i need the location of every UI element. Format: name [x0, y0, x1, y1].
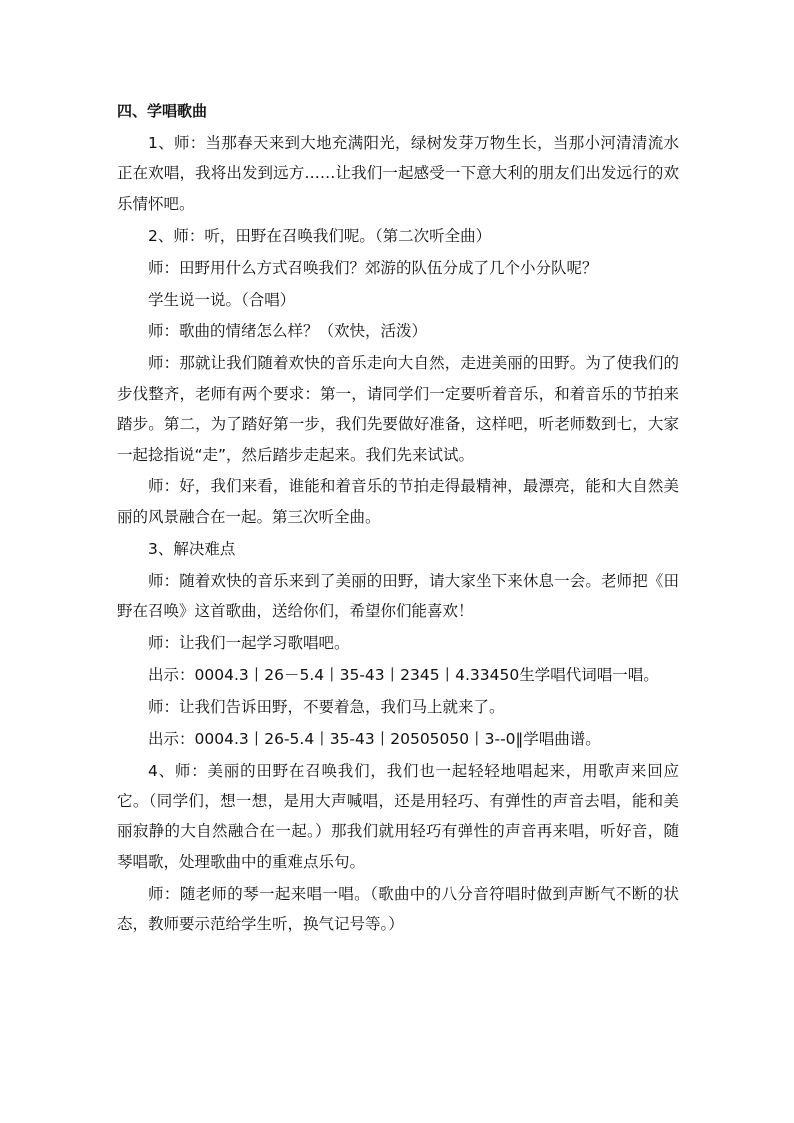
- paragraph-7: 师：好，我们来看，谁能和着音乐的节拍走得最精神，最漂亮，能和大自然美丽的风景融合在一起。第三次听全曲。: [117, 477, 679, 526]
- section-title: 四、学唱歌曲: [117, 102, 208, 120]
- paragraph-11: 出示：0004.3丨26－5.4丨35-43丨2345丨4.33450生学唱代词唱一唱。: [148, 665, 659, 684]
- paragraph-8: 3、解决难点: [148, 539, 236, 558]
- paragraph-1: 1、师：当那春天来到大地充满阳光，绿树发芽万物生长，当那小河清清流水正在欢唱，我将出发到远方……让我们一起感受一下意大利的朋友们出发远行的欢乐情怀吧。: [117, 134, 679, 213]
- paragraph-10: 师：让我们一起学习歌唱吧。: [148, 634, 350, 652]
- document-page: [117, 96, 679, 941]
- paragraph-2: 2、师：听，田野在召唤我们呢。（第二次听全曲）: [148, 226, 492, 245]
- paragraph-4: 学生说一说。（合唱）: [148, 290, 296, 309]
- paragraph-5: 师：歌曲的情绪怎么样？（欢快，活泼）: [148, 322, 428, 341]
- paragraph-15: 师：随老师的琴一起来唱一唱。（歌曲中的八分音符唱时做到声断气不断的状态，教师要示范给学生听，换气记号等。）: [117, 884, 679, 934]
- paragraph-14: 4、师：美丽的田野在召唤我们，我们也一起轻轻地唱起来，用歌声来回应它。（同学们，想一想，是用大声喊唱，还是用轻巧、有弹性的声音去唱，能和美丽寂静的大自然融合在一起。）那我们就用轻巧有弹性的声音再来唱，听好音，随琴唱歌，处理歌曲中的重难点乐句。: [117, 761, 679, 871]
- paragraph-6: 师：那就让我们随着欢快的音乐走向大自然，走进美丽的田野。为了使我们的步伐整齐，老师有两个要求：第一，请同学们一定要听着音乐，和着音乐的节拍来踏步。第二，为了踏好第一步，我们先要做好准备，这样吧，听老师数到七，大家一起捻指说“走”，然后踏步走起来。我们先来试试。: [117, 354, 679, 464]
- paragraph-9: 师：随着欢快的音乐来到了美丽的田野，请大家坐下来休息一会。老师把《田野在召唤》这首歌曲，送给你们，希望你们能喜欢！: [117, 571, 679, 621]
- paragraph-13: 出示：0004.3丨26-5.4丨35-43丨20505050丨3--0‖学唱曲谱。: [148, 729, 601, 748]
- paragraph-12: 师：让我们告诉田野，不要着急，我们马上就来了。: [148, 697, 505, 716]
- paragraph-3: 师：田野用什么方式召唤我们？郊游的队伍分成了几个小分队呢？: [148, 258, 598, 277]
